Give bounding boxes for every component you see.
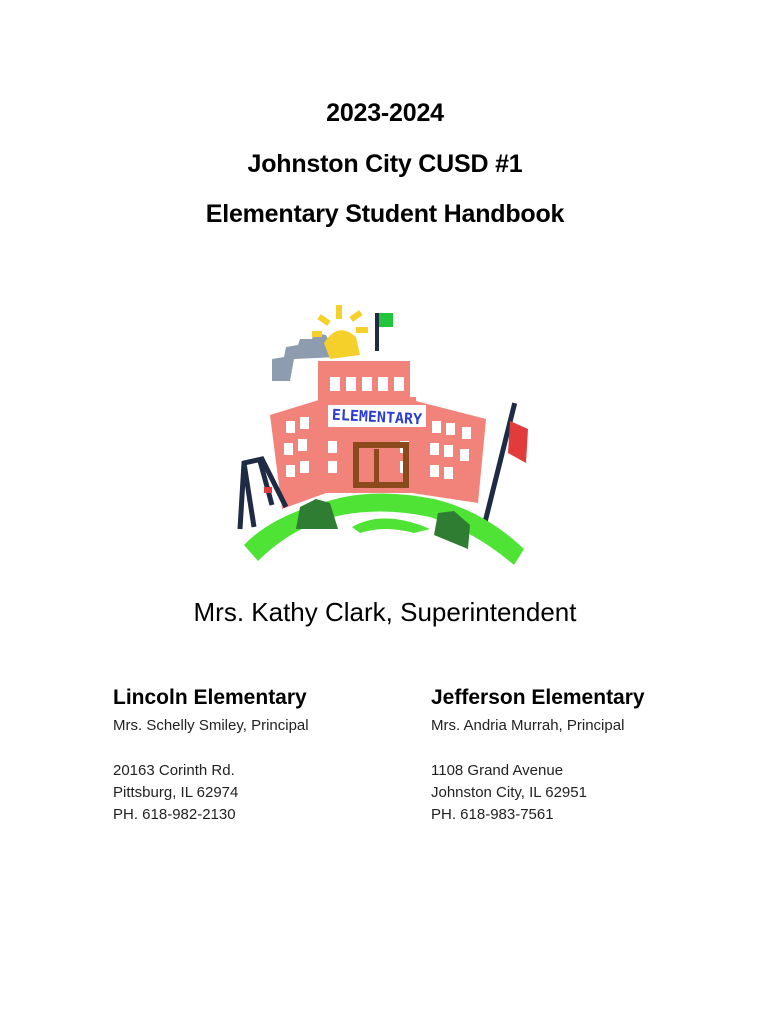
red-flag bbox=[508, 421, 528, 463]
address-street: 20163 Corinth Rd. bbox=[113, 762, 235, 779]
school-sign-text: ELEMENTARY bbox=[331, 405, 423, 429]
principal-name: Mrs. Schelly Smiley, Principal bbox=[113, 717, 309, 734]
grass-mound bbox=[352, 518, 430, 533]
elementary-school-clipart bbox=[234, 303, 530, 571]
swing-seat bbox=[264, 487, 272, 493]
school-phone: PH. 618-983-7561 bbox=[431, 806, 554, 823]
address-city: Pittsburg, IL 62974 bbox=[113, 784, 239, 801]
school-block-jefferson bbox=[431, 684, 731, 826]
school-address bbox=[431, 760, 731, 826]
top-flagpole bbox=[375, 313, 379, 351]
door-divider bbox=[374, 449, 379, 483]
school-name: Lincoln Elementary bbox=[113, 686, 307, 709]
school-address bbox=[113, 760, 413, 826]
district-name: Johnston City CUSD #1 bbox=[247, 150, 523, 178]
handbook-year: 2023-2024 bbox=[326, 99, 444, 127]
superintendent-line: Mrs. Kathy Clark, Superintendent bbox=[193, 597, 577, 627]
address-street: 1108 Grand Avenue bbox=[431, 762, 564, 779]
school-phone: PH. 618-982-2130 bbox=[113, 806, 236, 823]
principal-name: Mrs. Andria Murrah, Principal bbox=[431, 717, 625, 734]
green-flag bbox=[379, 313, 393, 327]
handbook-title: Elementary Student Handbook bbox=[205, 200, 565, 228]
school-name: Jefferson Elementary bbox=[431, 686, 645, 709]
address-city: Johnston City, IL 62951 bbox=[431, 784, 587, 801]
school-block-lincoln bbox=[113, 684, 413, 826]
